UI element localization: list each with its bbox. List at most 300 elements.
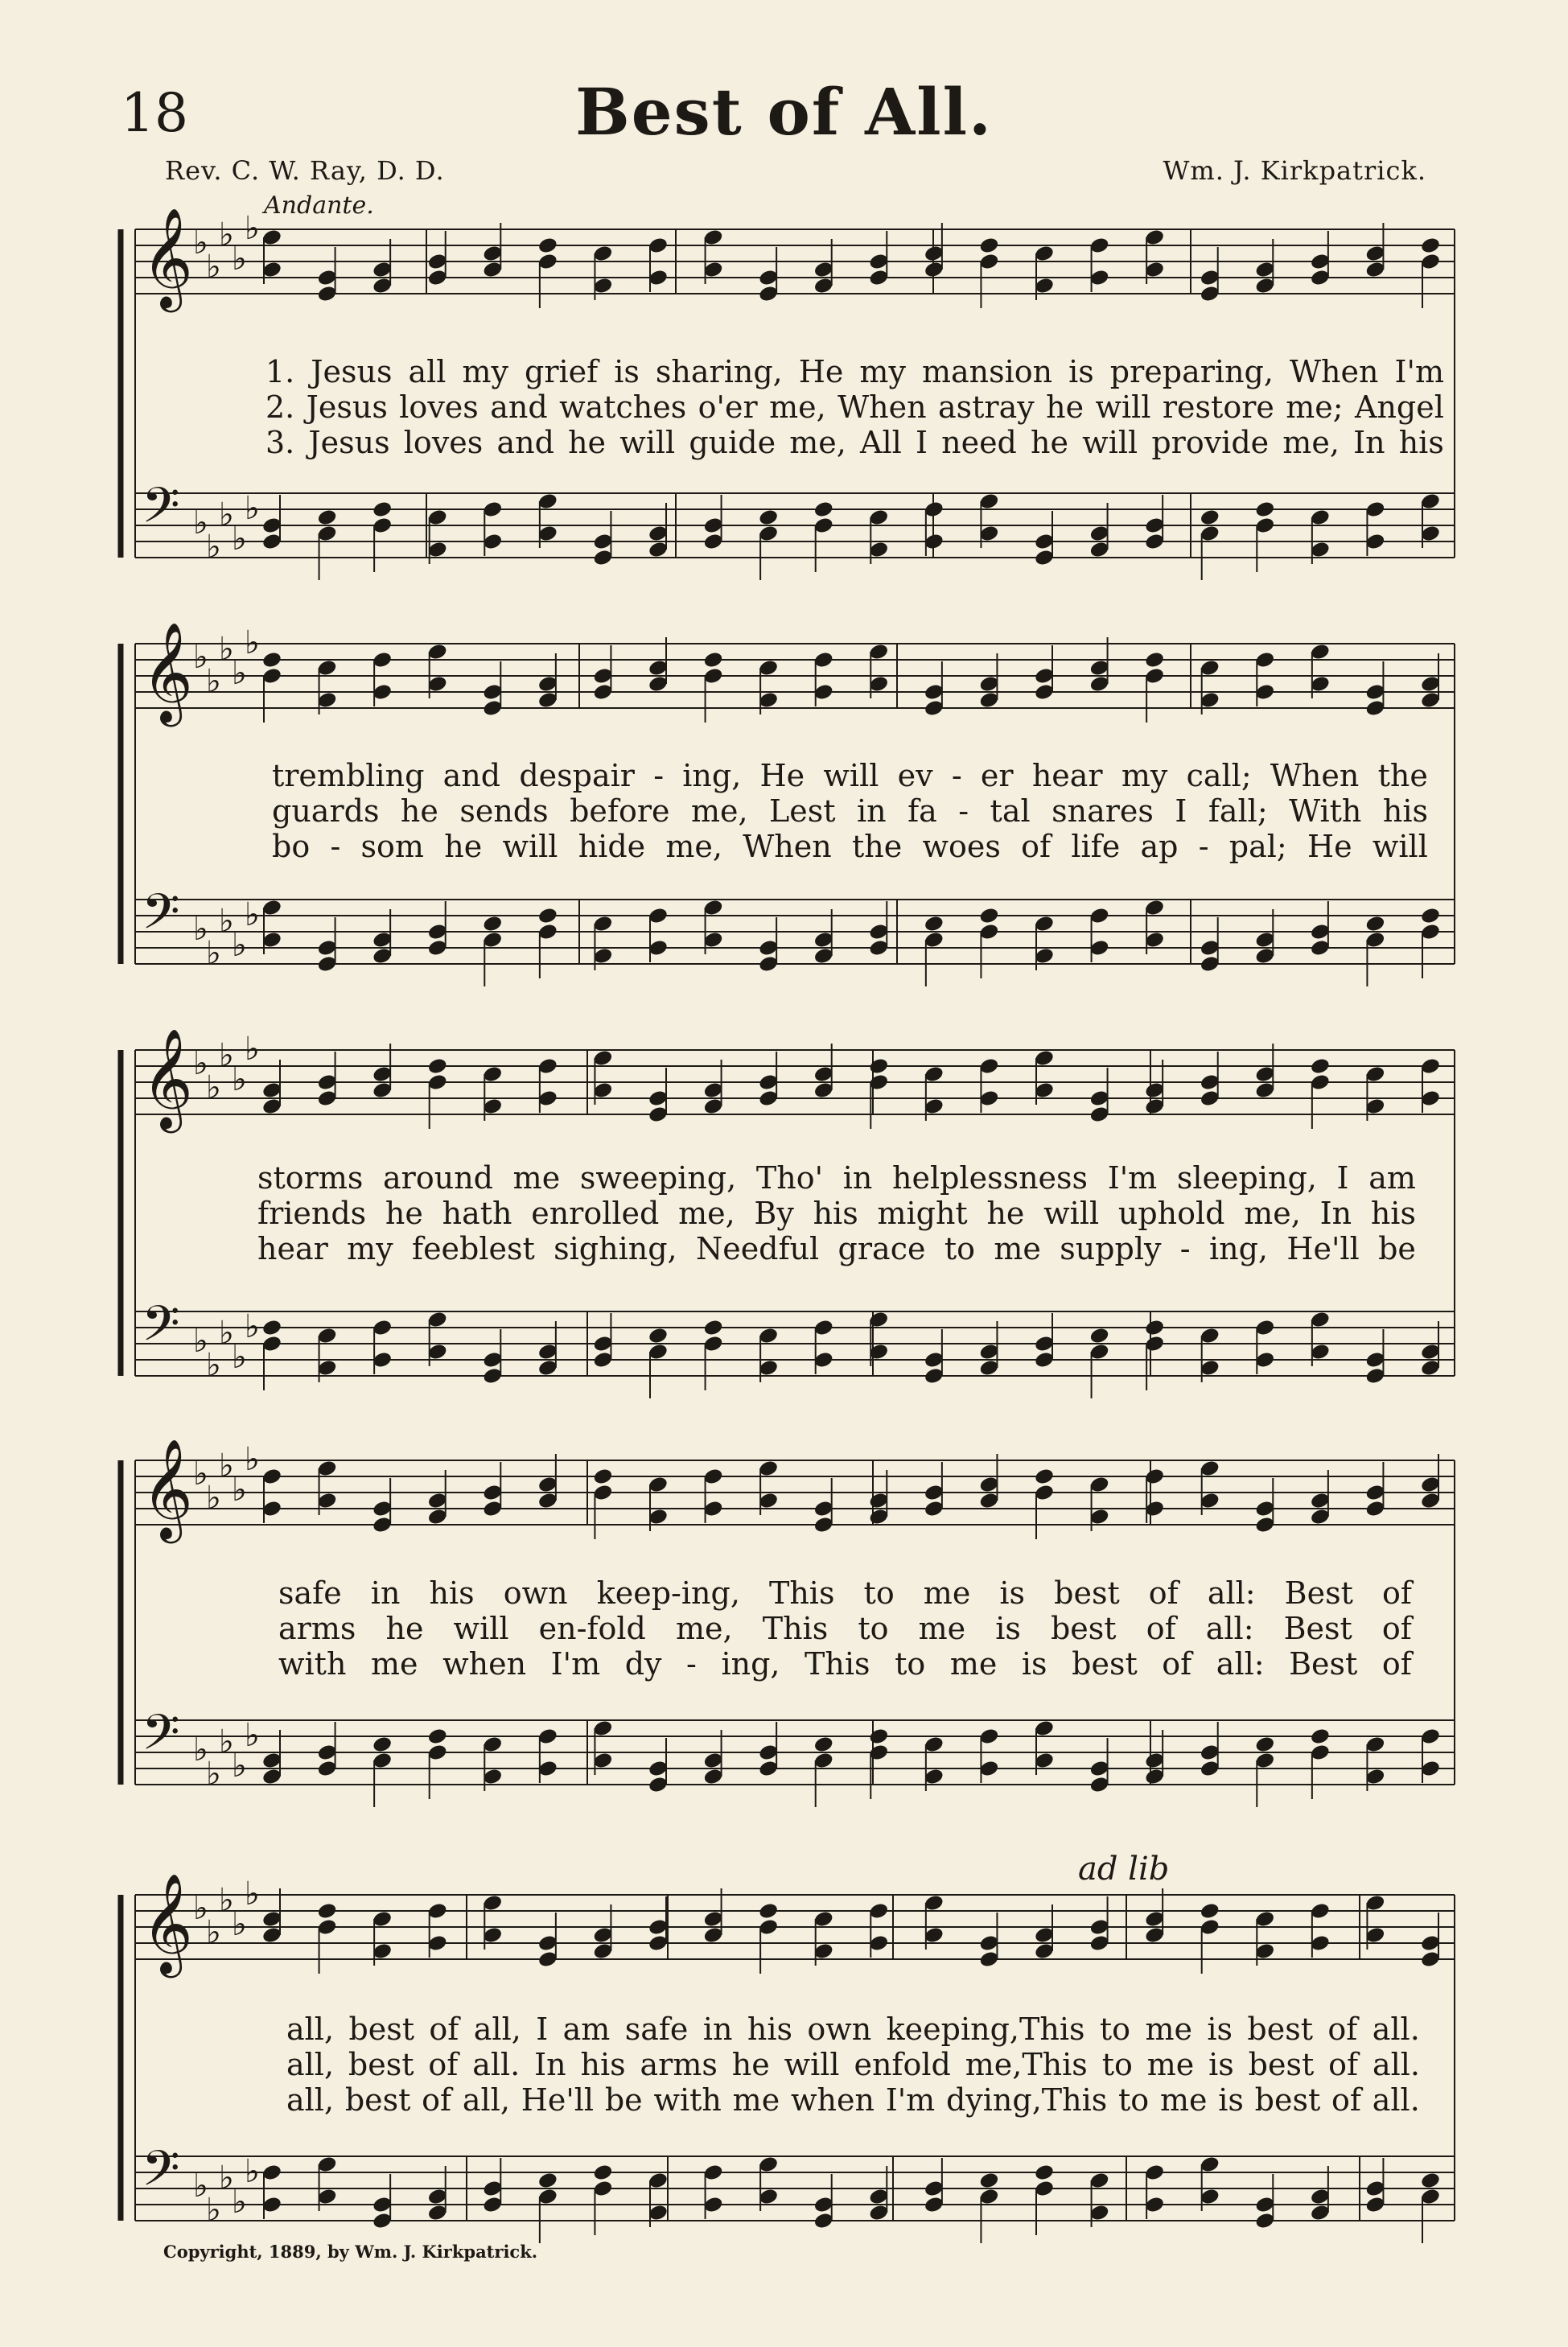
lyric-word: me,This xyxy=(965,2047,1088,2082)
lyric-word: Angel xyxy=(1355,389,1444,425)
lyric-line xyxy=(272,758,1428,793)
lyric-word: best xyxy=(344,2082,411,2118)
copyright-notice: Copyright, 1889, by Wm. J. Kirkpatrick. xyxy=(163,2242,538,2262)
note-head-icon xyxy=(1089,1326,1109,1344)
lyric-word: despair xyxy=(519,758,635,793)
lyric-word: will xyxy=(784,2047,840,2082)
lyric-word: He'll xyxy=(1286,1231,1360,1266)
lyric-word: I'm xyxy=(885,2082,936,2118)
note-head-icon xyxy=(372,1735,393,1753)
page-title: Best of All. xyxy=(575,74,993,150)
lyric-word: When xyxy=(1270,758,1360,793)
lyric-word: sighing, xyxy=(554,1231,677,1266)
note-head-icon xyxy=(813,1735,834,1753)
lyric-word: supply xyxy=(1060,1231,1162,1266)
lyric-word: Lest xyxy=(769,793,836,829)
lyric-word: me, xyxy=(789,425,846,460)
lyric-line xyxy=(265,354,1444,389)
lyric-word: with xyxy=(278,1646,347,1682)
lyric-word: loves xyxy=(403,425,484,460)
lyric-word: hear xyxy=(257,1231,328,1266)
lyric-line xyxy=(278,1646,1412,1682)
lyric-word: trembling xyxy=(272,758,425,793)
flat-icon: ♭ xyxy=(219,903,234,940)
lyric-word: to xyxy=(944,1231,975,1266)
lyric-word: me, xyxy=(678,1196,735,1231)
lyric-word: he xyxy=(568,425,607,460)
note-head-icon xyxy=(1034,1467,1055,1485)
lyric-word: loves xyxy=(399,389,479,425)
lyric-word: 3. xyxy=(265,425,295,460)
lyric-word: to xyxy=(895,1646,926,1682)
lyric-word: my xyxy=(347,1231,393,1266)
lyric-word: All xyxy=(860,425,902,460)
lyric-word: to xyxy=(858,1611,889,1646)
lyric-word: best xyxy=(348,2047,414,2082)
note-head-icon xyxy=(427,1727,448,1745)
note-head-icon xyxy=(1420,2171,1441,2189)
note-head-icon xyxy=(537,2171,558,2189)
lyric-word: me, xyxy=(1282,425,1340,460)
flat-icon: ♭ xyxy=(206,1914,221,1951)
lyric-word: of xyxy=(429,2011,459,2047)
lyric-word: of xyxy=(1381,1646,1412,1682)
treble-clef-icon: 𝄞 xyxy=(142,208,193,308)
flat-icon: ♭ xyxy=(206,529,221,566)
lyric-word: I'm xyxy=(1394,354,1444,389)
lyric-word: When xyxy=(1289,354,1379,389)
lyric-word: Tho' xyxy=(755,1160,824,1196)
flat-icon: ♭ xyxy=(245,1441,260,1478)
lyric-word: of xyxy=(422,2082,452,2118)
flat-icon: ♭ xyxy=(206,249,221,286)
lyric-word: restore xyxy=(1162,389,1274,425)
lyric-word: my xyxy=(462,354,508,389)
lyric-word: his xyxy=(429,1575,475,1611)
lyric-word: guards xyxy=(272,793,380,829)
lyric-line xyxy=(278,1575,1412,1611)
lyric-word: best xyxy=(348,2011,415,2047)
lyric-word: 2. xyxy=(265,389,295,425)
flat-icon: ♭ xyxy=(232,1472,247,1509)
flat-icon: ♭ xyxy=(193,1456,208,1493)
lyric-word: He'll xyxy=(521,2082,595,2118)
lyric-word: me xyxy=(732,2082,780,2118)
lyrics-block xyxy=(265,354,1444,460)
page-number: 18 xyxy=(121,82,188,144)
note-head-icon xyxy=(813,500,834,518)
lyric-word: of xyxy=(1021,829,1052,864)
bass-clef-icon: 𝄢 xyxy=(142,477,180,546)
lyric-word: friends xyxy=(257,1196,367,1231)
flat-icon: ♭ xyxy=(219,1723,234,1760)
lyric-word: will xyxy=(1095,389,1151,425)
bass-clef-icon: 𝄢 xyxy=(142,883,180,953)
flat-icon: ♭ xyxy=(206,2192,221,2229)
lyric-word: to xyxy=(1099,2011,1131,2047)
lyric-word: watches xyxy=(559,389,687,425)
note-head-icon xyxy=(316,508,337,526)
lyric-word: I xyxy=(1336,1160,1349,1196)
lyric-word: woes xyxy=(922,829,1001,864)
lyric-word: I xyxy=(915,425,928,460)
lyric-word: guide xyxy=(689,425,776,460)
flat-icon: ♭ xyxy=(219,1882,234,1919)
lyric-word: my xyxy=(859,354,906,389)
lyric-word: before xyxy=(570,793,670,829)
ad-lib-marking: ad lib xyxy=(1078,1851,1170,1888)
lyric-word: he xyxy=(400,793,438,829)
flat-icon: ♭ xyxy=(232,927,247,964)
flat-icon: ♭ xyxy=(193,224,208,261)
lyric-word: and xyxy=(496,425,554,460)
lyric-word: ing, xyxy=(1208,1231,1268,1266)
note-head-icon xyxy=(1420,236,1441,254)
lyric-word: sharing, xyxy=(655,354,783,389)
lyric-word: all, xyxy=(286,2082,335,2118)
lyric-line xyxy=(286,2011,1420,2047)
lyric-word: all. xyxy=(472,2047,521,2082)
flat-icon: ♭ xyxy=(193,1323,208,1360)
note-head-icon xyxy=(1200,1901,1220,1920)
lyric-word: me; xyxy=(1286,389,1344,425)
lyric-word: He xyxy=(759,758,805,793)
lyric-word: is xyxy=(999,1575,1026,1611)
lyric-word: When xyxy=(838,389,927,425)
lyric-word: will xyxy=(1082,425,1138,460)
lyric-word: and xyxy=(490,389,548,425)
lyric-line xyxy=(272,793,1428,829)
flat-icon: ♭ xyxy=(193,504,208,541)
note-head-icon xyxy=(978,906,999,924)
note-head-icon xyxy=(978,236,999,254)
flat-icon: ♭ xyxy=(219,631,234,668)
lyric-word: ing, xyxy=(682,758,742,793)
lyric-line xyxy=(265,425,1444,460)
lyric-word: best xyxy=(1247,2011,1313,2047)
lyric-word: is xyxy=(1218,2082,1244,2118)
bass-clef-icon: 𝄢 xyxy=(142,1704,180,1773)
lyric-word: I'm xyxy=(550,1646,601,1682)
lyric-word: he xyxy=(1031,425,1069,460)
lyric-word: will xyxy=(1372,829,1428,864)
lyric-word: his xyxy=(747,2011,792,2047)
flat-icon: ♭ xyxy=(219,1037,234,1074)
lyric-word: when xyxy=(790,2082,875,2118)
lyric-word: with xyxy=(653,2082,722,2118)
lyric-word: his xyxy=(1398,425,1444,460)
note-head-icon xyxy=(924,914,945,933)
lyric-word: and xyxy=(442,758,501,793)
lyric-word: he xyxy=(385,1611,424,1646)
lyric-word: all. xyxy=(1372,2047,1420,2082)
note-head-icon xyxy=(427,1056,448,1075)
lyric-word: call; xyxy=(1186,758,1252,793)
lyric-word: me xyxy=(949,1646,998,1682)
lyric-word: of xyxy=(1162,1646,1192,1682)
note-head-icon xyxy=(702,1318,723,1336)
flat-icon: ♭ xyxy=(245,624,260,661)
lyric-word: - xyxy=(951,758,962,793)
lyric-word: best xyxy=(1054,1575,1120,1611)
lyric-word: By xyxy=(754,1196,794,1231)
lyric-word: he xyxy=(731,2047,770,2082)
lyric-word: me, xyxy=(1244,1196,1301,1231)
lyric-word: his xyxy=(1382,793,1428,829)
lyric-word: be xyxy=(1378,1231,1416,1266)
note-head-icon xyxy=(1254,1735,1275,1753)
lyric-word: pal; xyxy=(1228,829,1287,864)
lyric-word: ev xyxy=(897,758,933,793)
lyric-line xyxy=(286,2082,1420,2118)
lyrics-block xyxy=(286,2011,1420,2118)
lyric-word: Jesus xyxy=(311,354,393,389)
lyric-word: might xyxy=(877,1196,968,1231)
lyric-word: I'm xyxy=(1107,1160,1158,1196)
lyric-word: feeblest xyxy=(412,1231,535,1266)
flat-icon: ♭ xyxy=(219,2160,234,2197)
note-head-icon xyxy=(978,2171,999,2189)
lyric-word: my xyxy=(1121,758,1168,793)
lyric-word: er xyxy=(980,758,1014,793)
lyric-word: best xyxy=(1254,2082,1321,2118)
lyric-word: am xyxy=(1368,1160,1416,1196)
lyric-word: of xyxy=(1381,1611,1412,1646)
composer-credit: Wm. J. Kirkpatrick. xyxy=(1163,155,1426,186)
flat-icon: ♭ xyxy=(232,241,247,278)
flat-icon: ♭ xyxy=(232,1906,247,1943)
lyricist-credit: Rev. C. W. Ray, D. D. xyxy=(165,155,445,186)
lyrics-block xyxy=(272,758,1428,864)
lyric-word: enfold xyxy=(854,2047,951,2082)
lyric-word: He xyxy=(1307,829,1352,864)
lyric-word: keeping,This xyxy=(886,2011,1085,2047)
lyric-word: will xyxy=(619,425,676,460)
lyric-word: me xyxy=(512,1160,561,1196)
lyric-word: in xyxy=(842,1160,873,1196)
lyric-word: safe xyxy=(278,1575,342,1611)
lyric-word: best xyxy=(1248,2047,1315,2082)
lyric-word: will xyxy=(502,829,558,864)
lyric-word: when xyxy=(442,1646,527,1682)
lyrics-block xyxy=(257,1160,1416,1266)
lyric-word: Best xyxy=(1283,1611,1352,1646)
treble-clef-icon: 𝄞 xyxy=(142,1439,193,1539)
tempo-marking: Andante. xyxy=(264,191,374,220)
lyric-word: With xyxy=(1289,793,1362,829)
lyric-word: fa xyxy=(907,793,937,829)
note-head-icon xyxy=(758,1901,779,1920)
lyric-word: is xyxy=(995,1611,1021,1646)
lyric-word: will xyxy=(453,1611,509,1646)
lyric-word: sends xyxy=(459,793,549,829)
lyric-word: own xyxy=(807,2011,872,2047)
lyric-word: will xyxy=(1043,1196,1100,1231)
note-head-icon xyxy=(1034,2163,1055,2181)
note-head-icon xyxy=(537,906,558,924)
lyric-word: This xyxy=(768,1575,835,1611)
lyric-word: snares xyxy=(1052,793,1154,829)
lyric-word: me xyxy=(918,1611,966,1646)
note-head-icon xyxy=(758,508,779,526)
note-head-icon xyxy=(1364,914,1385,933)
lyric-word: he xyxy=(444,829,483,864)
lyric-word: o'er xyxy=(698,389,758,425)
lyric-word: safe xyxy=(624,2011,689,2047)
lyric-word: Jesus xyxy=(308,425,390,460)
note-head-icon xyxy=(372,500,393,518)
note-head-icon xyxy=(592,1467,613,1485)
lyric-word: This xyxy=(805,1646,870,1682)
note-head-icon xyxy=(1254,500,1275,518)
lyric-word: of xyxy=(1146,1611,1176,1646)
lyric-word: dy xyxy=(624,1646,662,1682)
flat-icon: ♭ xyxy=(206,1069,221,1106)
lyric-word: will xyxy=(823,758,879,793)
lyric-word: all: xyxy=(1205,1611,1254,1646)
flat-icon: ♭ xyxy=(219,1315,234,1352)
lyric-word: In xyxy=(1353,425,1385,460)
lyric-word: In xyxy=(534,2047,566,2082)
lyric-word: When xyxy=(743,829,832,864)
lyric-word: - xyxy=(1179,1231,1191,1266)
lyric-word: uphold xyxy=(1117,1196,1225,1231)
flat-icon: ♭ xyxy=(193,2168,208,2205)
lyric-word: to xyxy=(1118,2082,1150,2118)
lyric-word: all, xyxy=(473,2011,521,2047)
lyric-word: storms xyxy=(257,1160,364,1196)
lyric-word: all. xyxy=(1372,2011,1420,2047)
lyric-word: to xyxy=(1101,2047,1133,2082)
lyric-word: me, xyxy=(690,793,748,829)
flat-icon: ♭ xyxy=(193,1045,208,1082)
lyric-word: ing, xyxy=(721,1646,780,1682)
note-head-icon xyxy=(482,914,503,933)
lyric-word: all, xyxy=(286,2047,335,2082)
flat-icon: ♭ xyxy=(193,1731,208,1768)
lyric-word: his xyxy=(1370,1196,1416,1231)
lyric-word: of xyxy=(1381,1575,1412,1611)
flat-icon: ♭ xyxy=(232,1748,247,1785)
treble-clef-icon: 𝄞 xyxy=(142,622,193,723)
flat-icon: ♭ xyxy=(232,2184,247,2221)
lyric-word: of xyxy=(428,2047,459,2082)
bass-clef-icon: 𝄢 xyxy=(142,2140,180,2209)
lyric-word: all: xyxy=(1207,1575,1256,1611)
flat-icon: ♭ xyxy=(245,490,260,527)
lyric-word: He xyxy=(798,354,844,389)
flat-icon: ♭ xyxy=(193,1890,208,1927)
lyric-word: me xyxy=(1159,2082,1208,2118)
lyric-word: Jesus xyxy=(306,389,388,425)
lyric-word: mansion xyxy=(921,354,1053,389)
note-head-icon xyxy=(868,1727,889,1745)
lyric-word: me xyxy=(994,1231,1041,1266)
flat-icon: ♭ xyxy=(232,1339,247,1376)
flat-icon: ♭ xyxy=(206,1480,221,1517)
lyric-word: som xyxy=(360,829,424,864)
lyric-word: tal xyxy=(990,793,1031,829)
lyric-word: around xyxy=(383,1160,493,1196)
flat-icon: ♭ xyxy=(219,1447,234,1484)
lyric-word: me, xyxy=(676,1611,733,1646)
lyric-word: Best xyxy=(1284,1575,1353,1611)
lyric-word: need xyxy=(941,425,1017,460)
lyric-word: be xyxy=(604,2082,643,2118)
lyric-word: This xyxy=(762,1611,829,1646)
lyric-word: is xyxy=(614,354,640,389)
lyric-word: he xyxy=(385,1196,423,1231)
note-head-icon xyxy=(702,650,723,669)
flat-icon: ♭ xyxy=(245,1031,260,1068)
lyric-word: hath xyxy=(442,1196,512,1231)
lyric-word: dying,This xyxy=(945,2082,1108,2118)
lyric-word: is xyxy=(1021,1646,1047,1682)
flat-icon: ♭ xyxy=(193,911,208,948)
lyric-word: hide xyxy=(578,829,646,864)
lyric-word: sweeping, xyxy=(579,1160,737,1196)
lyric-word: is xyxy=(1208,2047,1234,2082)
lyric-word: own xyxy=(503,1575,568,1611)
note-head-icon xyxy=(261,1318,282,1336)
flat-icon: ♭ xyxy=(245,1876,260,1913)
lyric-word: all, xyxy=(462,2082,510,2118)
lyric-word: preparing, xyxy=(1109,354,1274,389)
note-head-icon xyxy=(868,1056,889,1075)
lyric-word: arms xyxy=(278,1611,356,1646)
lyric-word: sleeping, xyxy=(1176,1160,1317,1196)
flat-icon: ♭ xyxy=(219,496,234,533)
lyric-word: is xyxy=(1207,2011,1233,2047)
flat-icon: ♭ xyxy=(245,1717,260,1754)
lyric-word: all. xyxy=(1372,2082,1420,2118)
lyric-line xyxy=(257,1196,1416,1231)
lyric-line xyxy=(272,829,1428,864)
lyric-word: me xyxy=(371,1646,418,1682)
lyric-word: he xyxy=(986,1196,1025,1231)
lyric-word: Needful xyxy=(695,1231,820,1266)
flat-icon: ♭ xyxy=(206,935,221,972)
lyric-word: the xyxy=(1377,758,1428,793)
note-head-icon xyxy=(1420,906,1441,924)
lyric-word: me, xyxy=(665,829,722,864)
lyric-word: - xyxy=(1198,829,1209,864)
lyric-word: the xyxy=(852,829,903,864)
note-head-icon xyxy=(1144,1318,1165,1336)
lyric-word: en-fold xyxy=(538,1611,646,1646)
bass-clef-icon: 𝄢 xyxy=(142,1295,180,1365)
lyric-word: of xyxy=(1328,2047,1359,2082)
note-head-icon xyxy=(537,236,558,254)
flat-icon: ♭ xyxy=(245,896,260,933)
lyric-word: of xyxy=(1327,2011,1358,2047)
flat-icon: ♭ xyxy=(206,1756,221,1793)
lyric-word: keep-ing, xyxy=(596,1575,740,1611)
lyric-word: life xyxy=(1071,829,1121,864)
lyric-word: me, xyxy=(769,389,826,425)
flat-icon: ♭ xyxy=(245,210,260,247)
lyric-line xyxy=(286,2047,1420,2082)
lyric-line xyxy=(257,1160,1416,1196)
lyric-word: astray xyxy=(937,389,1035,425)
treble-clef-icon: 𝄞 xyxy=(142,1028,193,1129)
note-head-icon xyxy=(648,1326,669,1344)
flat-icon: ♭ xyxy=(206,663,221,700)
lyric-word: me xyxy=(1145,2011,1192,2047)
lyric-word: in xyxy=(370,1575,401,1611)
note-head-icon xyxy=(316,1901,337,1920)
lyric-word: in xyxy=(856,793,887,829)
